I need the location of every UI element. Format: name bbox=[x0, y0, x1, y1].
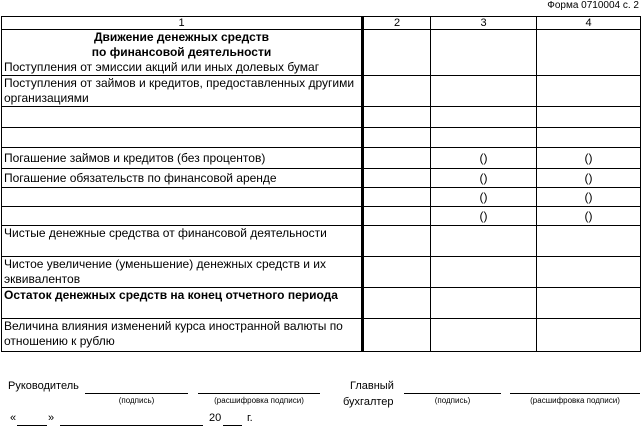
head-signature-caption: (подпись) bbox=[118, 396, 155, 405]
cell-col4 bbox=[537, 76, 641, 107]
cell-col2 bbox=[363, 107, 431, 128]
row-label: Погашение обязательств по финансовой аренде bbox=[2, 169, 363, 188]
head-label: Руководитель bbox=[8, 380, 79, 392]
table-row bbox=[2, 226, 641, 257]
cell-col3 bbox=[431, 30, 537, 76]
col-header-2: 2 bbox=[363, 17, 431, 30]
cell-col4 bbox=[537, 319, 641, 352]
cell-col2 bbox=[363, 76, 431, 107]
table-row bbox=[2, 288, 641, 319]
head-decoding-line[interactable] bbox=[198, 393, 320, 394]
cell-col3: () bbox=[431, 148, 537, 169]
accountant-decoding-caption: (расшифровка подписи) bbox=[530, 396, 620, 405]
date-year-prefix: 20 bbox=[209, 412, 222, 424]
col-header-4: 4 bbox=[537, 17, 641, 30]
cell-col3 bbox=[431, 76, 537, 107]
cell-col3 bbox=[431, 319, 537, 352]
table-row bbox=[2, 169, 641, 188]
cell-col4 bbox=[537, 128, 641, 148]
section-subtitle: по финансовой деятельности bbox=[91, 45, 272, 59]
cell-col3: () bbox=[431, 169, 537, 188]
cell-col2 bbox=[363, 188, 431, 207]
table-row bbox=[2, 207, 641, 226]
cell-col3: () bbox=[431, 207, 537, 226]
row-label: Погашение займов и кредитов (без процентов) bbox=[2, 148, 363, 169]
col-header-1: 1 bbox=[2, 17, 363, 30]
col-header-3: 3 bbox=[431, 17, 537, 30]
cell-col3 bbox=[431, 226, 537, 257]
row-label: Остаток денежных средств на конец отчетного периода bbox=[2, 288, 363, 319]
cell-col3 bbox=[431, 107, 537, 128]
cell-col4: () bbox=[537, 207, 641, 226]
row-label-text: Поступления от эмиссии акций или иных долевых бумаг bbox=[4, 60, 320, 74]
cell-col4: () bbox=[537, 188, 641, 207]
cell-col3 bbox=[431, 128, 537, 148]
row-label: Поступления от займов и кредитов, предоставленных другими организациями bbox=[2, 76, 363, 107]
table-row bbox=[2, 128, 641, 148]
cell-col4 bbox=[537, 257, 641, 288]
cell-col3 bbox=[431, 257, 537, 288]
cell-col2 bbox=[363, 169, 431, 188]
table-row bbox=[2, 30, 641, 76]
row-label bbox=[2, 128, 363, 148]
cell-col4: () bbox=[537, 169, 641, 188]
header-row bbox=[2, 17, 641, 30]
date-month-line[interactable] bbox=[60, 425, 203, 426]
cell-col2 bbox=[363, 128, 431, 148]
cell-col3 bbox=[431, 288, 537, 319]
row-label: Чистые денежные средства от финансовой деятельности bbox=[2, 226, 363, 257]
row-label bbox=[2, 188, 363, 207]
cell-col2 bbox=[363, 257, 431, 288]
row-label: Чистое увеличение (уменьшение) денежных средств и их эквивалентов bbox=[2, 257, 363, 288]
accountant-signature-line[interactable] bbox=[404, 393, 501, 394]
head-signature-line[interactable] bbox=[85, 393, 188, 394]
cell-col2 bbox=[363, 226, 431, 257]
date-year-suffix: г. bbox=[247, 412, 253, 424]
chief-accountant-label-2: бухгалтер bbox=[343, 396, 394, 408]
row-label: Величина влияния изменений курса иностранной валюты по отношению к рублю bbox=[2, 319, 363, 352]
head-decoding-caption: (расшифровка подписи) bbox=[214, 396, 304, 405]
table-row bbox=[2, 319, 641, 352]
chief-accountant-label-1: Главный bbox=[350, 380, 394, 392]
cell-col2 bbox=[363, 207, 431, 226]
date-quote-close: » bbox=[48, 412, 55, 424]
table-row bbox=[2, 257, 641, 288]
cell-col4: () bbox=[537, 148, 641, 169]
date-day-line[interactable] bbox=[17, 425, 47, 426]
cash-flow-table bbox=[1, 16, 641, 352]
accountant-signature-caption: (подпись) bbox=[434, 396, 471, 405]
row-label bbox=[2, 30, 363, 76]
cell-col4 bbox=[537, 30, 641, 76]
table-row bbox=[2, 76, 641, 107]
table-row bbox=[2, 107, 641, 128]
date-quote-open: « bbox=[10, 412, 17, 424]
row-label bbox=[2, 207, 363, 226]
accountant-decoding-line[interactable] bbox=[510, 393, 640, 394]
row-label bbox=[2, 107, 363, 128]
cell-col2 bbox=[363, 30, 431, 76]
section-title: Движение денежных средств bbox=[93, 30, 270, 44]
cell-col2 bbox=[363, 148, 431, 169]
form-code: Форма 0710004 с. 2 bbox=[547, 0, 639, 11]
cell-col3: () bbox=[431, 188, 537, 207]
cell-col4 bbox=[537, 226, 641, 257]
table-row bbox=[2, 188, 641, 207]
cell-col2 bbox=[363, 288, 431, 319]
table-row bbox=[2, 148, 641, 169]
cell-col2 bbox=[363, 319, 431, 352]
date-year-line[interactable] bbox=[223, 425, 242, 426]
cell-col4 bbox=[537, 107, 641, 128]
cell-col4 bbox=[537, 288, 641, 319]
